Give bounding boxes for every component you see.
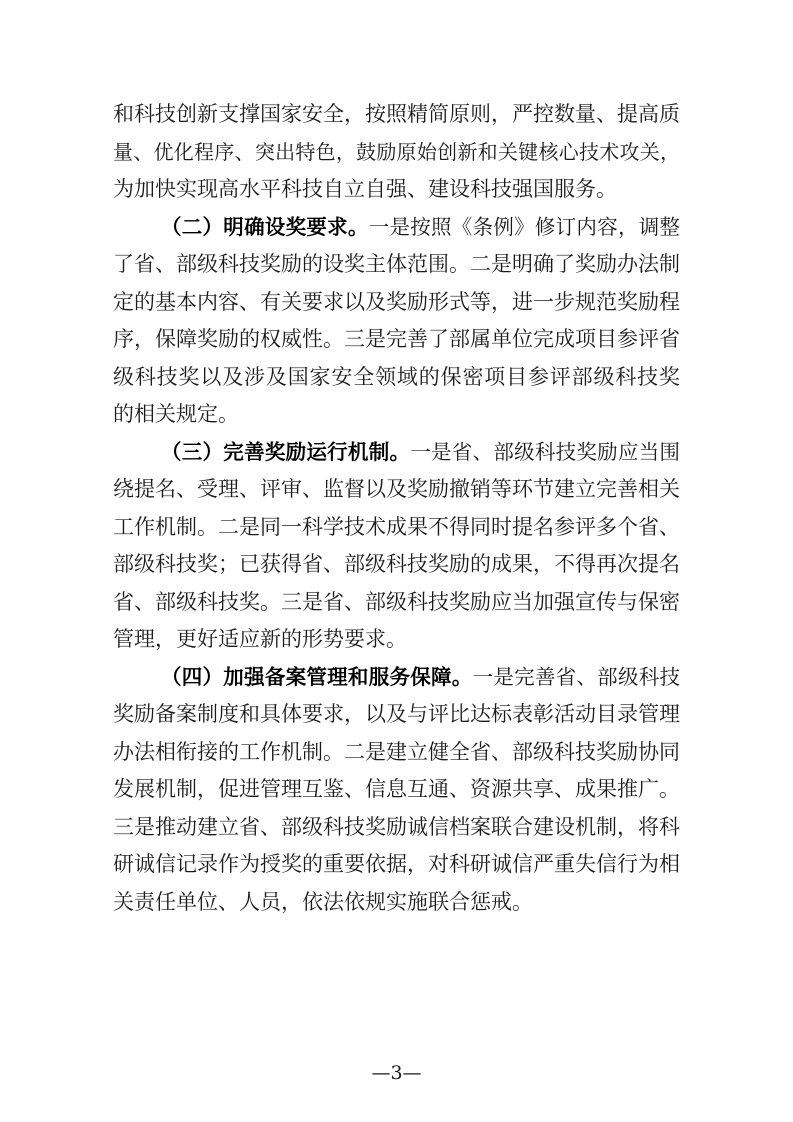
document-body bbox=[113, 96, 680, 921]
paragraph-line: 级科技奖以及涉及国家安全领域的保密项目参评部级科技奖 bbox=[113, 364, 680, 389]
paragraph-line: 奖励备案制度和具体要求，以及与评比达标表彰活动目录管理 bbox=[113, 702, 680, 726]
paragraph-text: 一是省、部级科技奖励应当围 bbox=[410, 439, 680, 464]
paragraph-first-line bbox=[113, 659, 680, 697]
paragraph-line: 的相关规定。 bbox=[113, 402, 239, 426]
section-heading: （四）加强备案管理和服务保障。 bbox=[161, 664, 473, 689]
section-heading: （二）明确设奖要求。 bbox=[161, 214, 369, 239]
paragraph-line: 工作机制。二是同一科学技术成果不得同时提名参评多个省、 bbox=[113, 514, 680, 539]
paragraph-line: 关责任单位、人员，依法依规实施联合惩戒。 bbox=[113, 889, 533, 914]
paragraph-line: 管理，更好适应新的形势要求。 bbox=[113, 627, 407, 651]
paragraph-first-line bbox=[113, 209, 680, 247]
paragraph-line: 研诚信记录作为授奖的重要依据，对科研诚信严重失信行为相 bbox=[113, 852, 680, 876]
paragraph-line: 了省、部级科技奖励的设奖主体范围。二是明确了奖励办法制 bbox=[113, 252, 680, 276]
paragraph-line: 和科技创新支撑国家安全，按照精简原则，严控数量、提高质 bbox=[113, 102, 680, 126]
paragraph-text: 一是按照《条例》修订内容，调整 bbox=[368, 214, 681, 239]
paragraph-first-line bbox=[113, 434, 680, 472]
paragraph-line: 发展机制，促进管理互鉴、信息互通、资源共享、成果推广。 bbox=[113, 777, 680, 801]
paragraph-line: 为加快实现高水平科技自立自强、建设科技强国服务。 bbox=[113, 177, 617, 201]
paragraph-line: 办法相衔接的工作机制。二是建立健全省、部级科技奖励协同 bbox=[113, 739, 680, 764]
page-number: —3— bbox=[371, 1062, 422, 1084]
section-heading: （三）完善奖励运行机制。 bbox=[161, 439, 411, 464]
paragraph-line: 省、部级科技奖。三是省、部级科技奖励应当加强宣传与保密 bbox=[113, 589, 680, 614]
paragraph-line: 部级科技奖；已获得省、部级科技奖励的成果，不得再次提名 bbox=[113, 552, 680, 576]
paragraph-line: 定的基本内容、有关要求以及奖励形式等，进一步规范奖励程 bbox=[113, 289, 680, 314]
paragraph-line: 绕提名、受理、评审、监督以及奖励撤销等环节建立完善相关 bbox=[113, 477, 680, 501]
paragraph-line: 序，保障奖励的权威性。三是完善了部属单位完成项目参评省 bbox=[113, 327, 680, 351]
paragraph-line: 三是推动建立省、部级科技奖励诚信档案联合建设机制，将科 bbox=[113, 814, 680, 839]
paragraph-text: 一是完善省、部级科技 bbox=[472, 664, 680, 689]
paragraph-line: 量、优化程序、突出特色，鼓励原始创新和关键核心技术攻关， bbox=[113, 139, 680, 164]
